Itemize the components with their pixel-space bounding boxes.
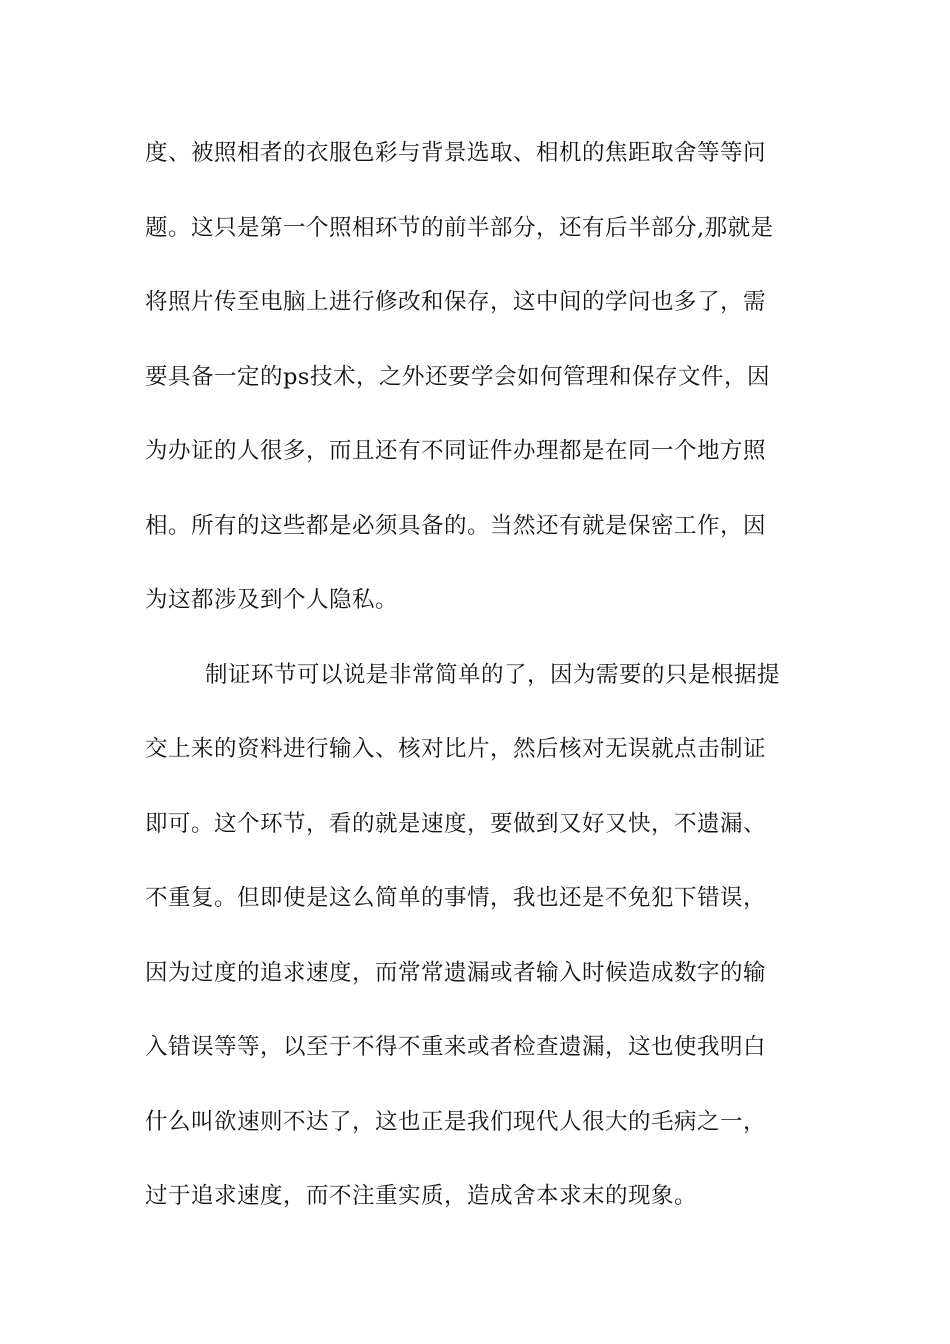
text-line: 过于追求速度，而不注重实质，造成舍本求末的现象。 [145,1183,698,1209]
text-line: 即可。这个环节，看的就是速度，要做到又好又快，不遗漏、 [145,810,767,837]
text-line: 度、被照相者的衣服色彩与背景选取、相机的焦距取舍等等问 [145,140,767,166]
paragraph-first-line: 制证环节可以说是非常简单的了，因为需要的只是根据提 [205,661,781,688]
text-line: 什么叫欲速则不达了，这也正是我们现代人很大的毛病之一， [145,1108,767,1135]
text-line: 交上来的资料进行输入、核对比片，然后核对无误就点击制证 [145,736,767,762]
text-line: 因为过度的追求速度，而常常遗漏或者输入时候造成数字的输 [145,959,767,986]
text-line: 不重复。但即使是这么简单的事情，我也还是不免犯下错误， [145,885,767,911]
text-line: 将照片传至电脑上进行修改和保存，这中间的学问也多了，需 [145,289,767,315]
text-line: 题。这只是第一个照相环节的前半部分，还有后半部分,那就是 [145,214,774,241]
body-text [145,128,817,1246]
text-line: 为办证的人很多，而且还有不同证件办理都是在同一个地方照 [145,438,767,464]
text-line: 入错误等等，以至于不得不重来或者检查遗漏，这也使我明白 [145,1034,767,1060]
text-line: 要具备一定的ps技术，之外还要学会如何管理和保存文件，因 [145,363,770,390]
text-line: 为这都涉及到个人隐私。 [145,587,399,613]
text-line: 相。所有的这些都是必须具备的。当然还有就是保密工作，因 [145,512,767,539]
